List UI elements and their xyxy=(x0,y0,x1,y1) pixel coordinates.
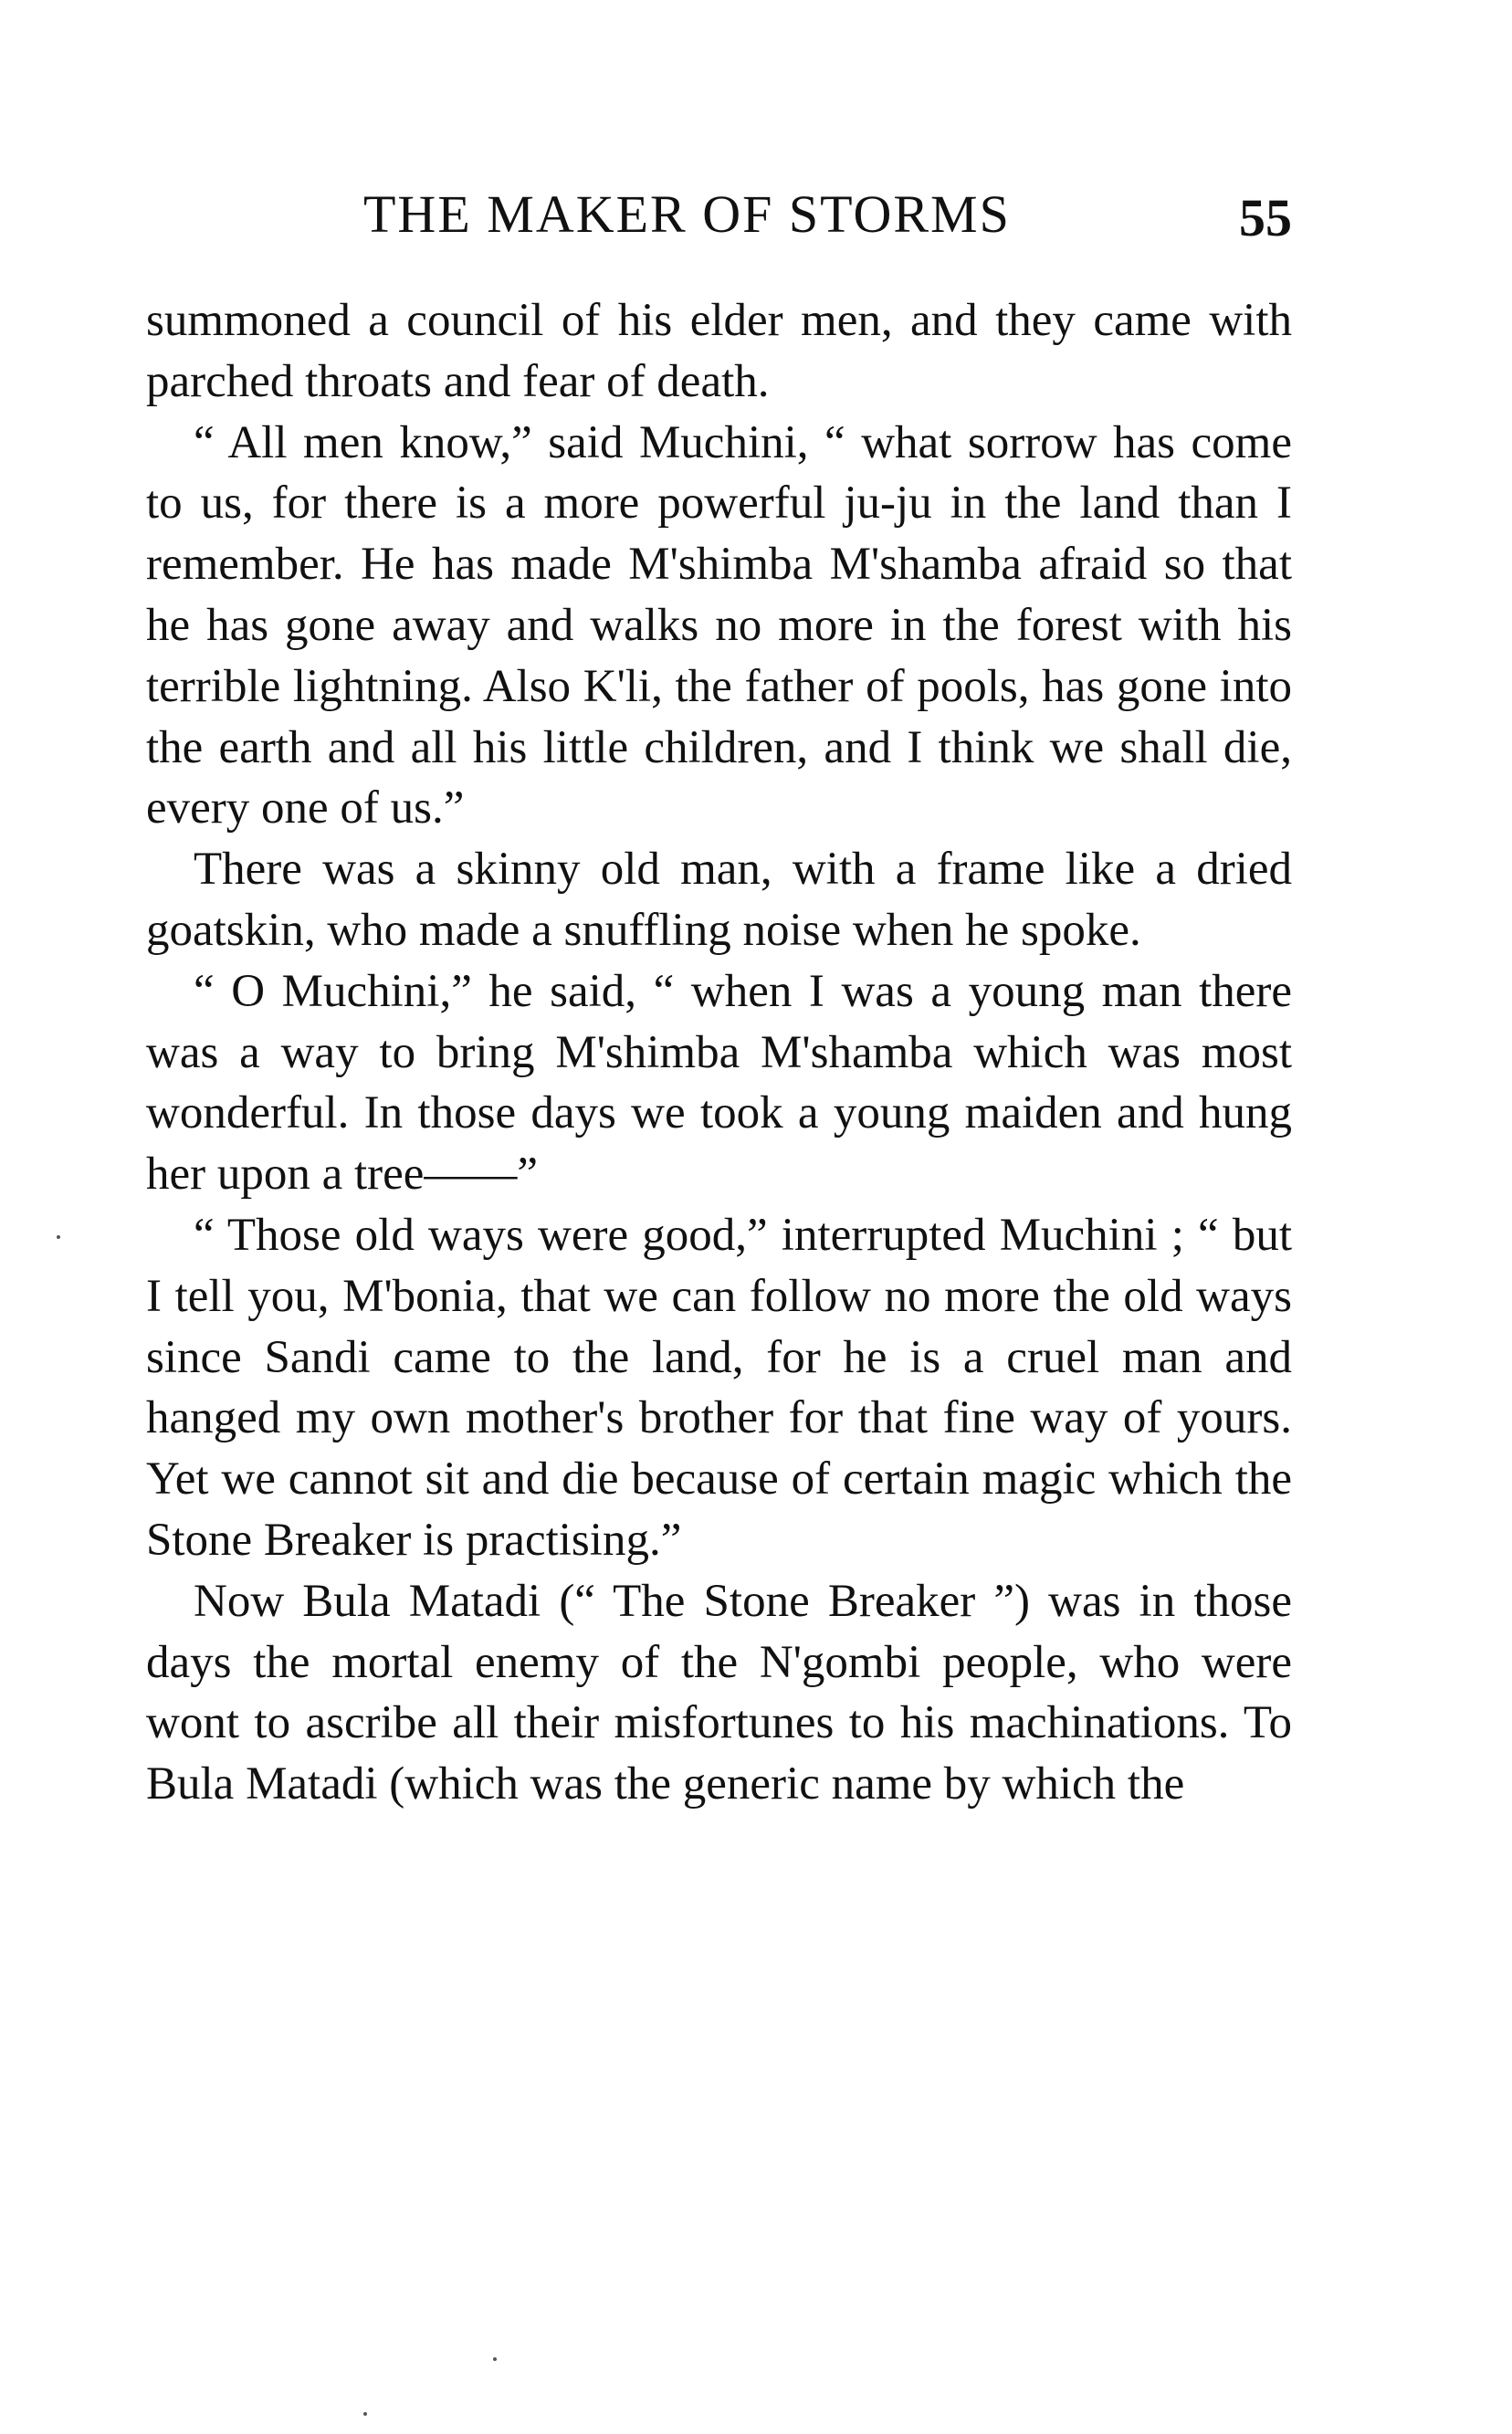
paragraph-continued: summoned a council of his elder men, and they came with parched throats and fear of death. xyxy=(146,295,1292,407)
running-title: THE MAKER OF STORMS xyxy=(363,184,1011,244)
scan-speck xyxy=(363,2412,367,2416)
paragraph-old-man: There was a skinny old man, with a frame like a dried goatskin, who made a snuffling noise when he spoke. xyxy=(146,844,1292,956)
page-body xyxy=(146,290,1292,1815)
paragraph-old-man-speech: “ O Muchini,” he said, “ when I was a young man there was a way to bring M'shimba M'shamba which was most wonderful. In those days we took a young maiden and hung her upon a tree——” xyxy=(146,965,1292,1201)
scan-speck xyxy=(57,1235,60,1239)
page-number: 55 xyxy=(1239,188,1292,247)
scan-speck xyxy=(493,2357,497,2361)
paragraph-muchini-speech: “ All men know,” said Muchini, “ what sorrow has come to us, for there is a more powerful ju-ju in the land than I remember. He has made M'shimba M'shamba afraid so that he has gone away and walks no more in the forest with his terrible lightning. Also K'li, the father of pools, has gone into the earth and all his little children, and I think we shall die, every one of us.” xyxy=(146,416,1292,834)
page-header xyxy=(146,178,1292,251)
paragraph-muchini-reply: “ Those old ways were good,” interrupted Muchini ; “ but I tell you, M'bonia, that we can follow no more the old ways since Sandi came to the land, for he is a cruel man and hanged my own mother's brother for that fine way of yours. Yet we cannot sit and die because of certain magic which the Stone Breaker is practising.” xyxy=(146,1209,1292,1566)
paragraph-bula-matadi: Now Bula Matadi (“ The Stone Breaker ”) was in those days the mortal enemy of the N'gombi people, who were wont to ascribe all their misfortunes to his machinations. To Bula Matadi (which was the generic name by which the xyxy=(146,1575,1292,1810)
